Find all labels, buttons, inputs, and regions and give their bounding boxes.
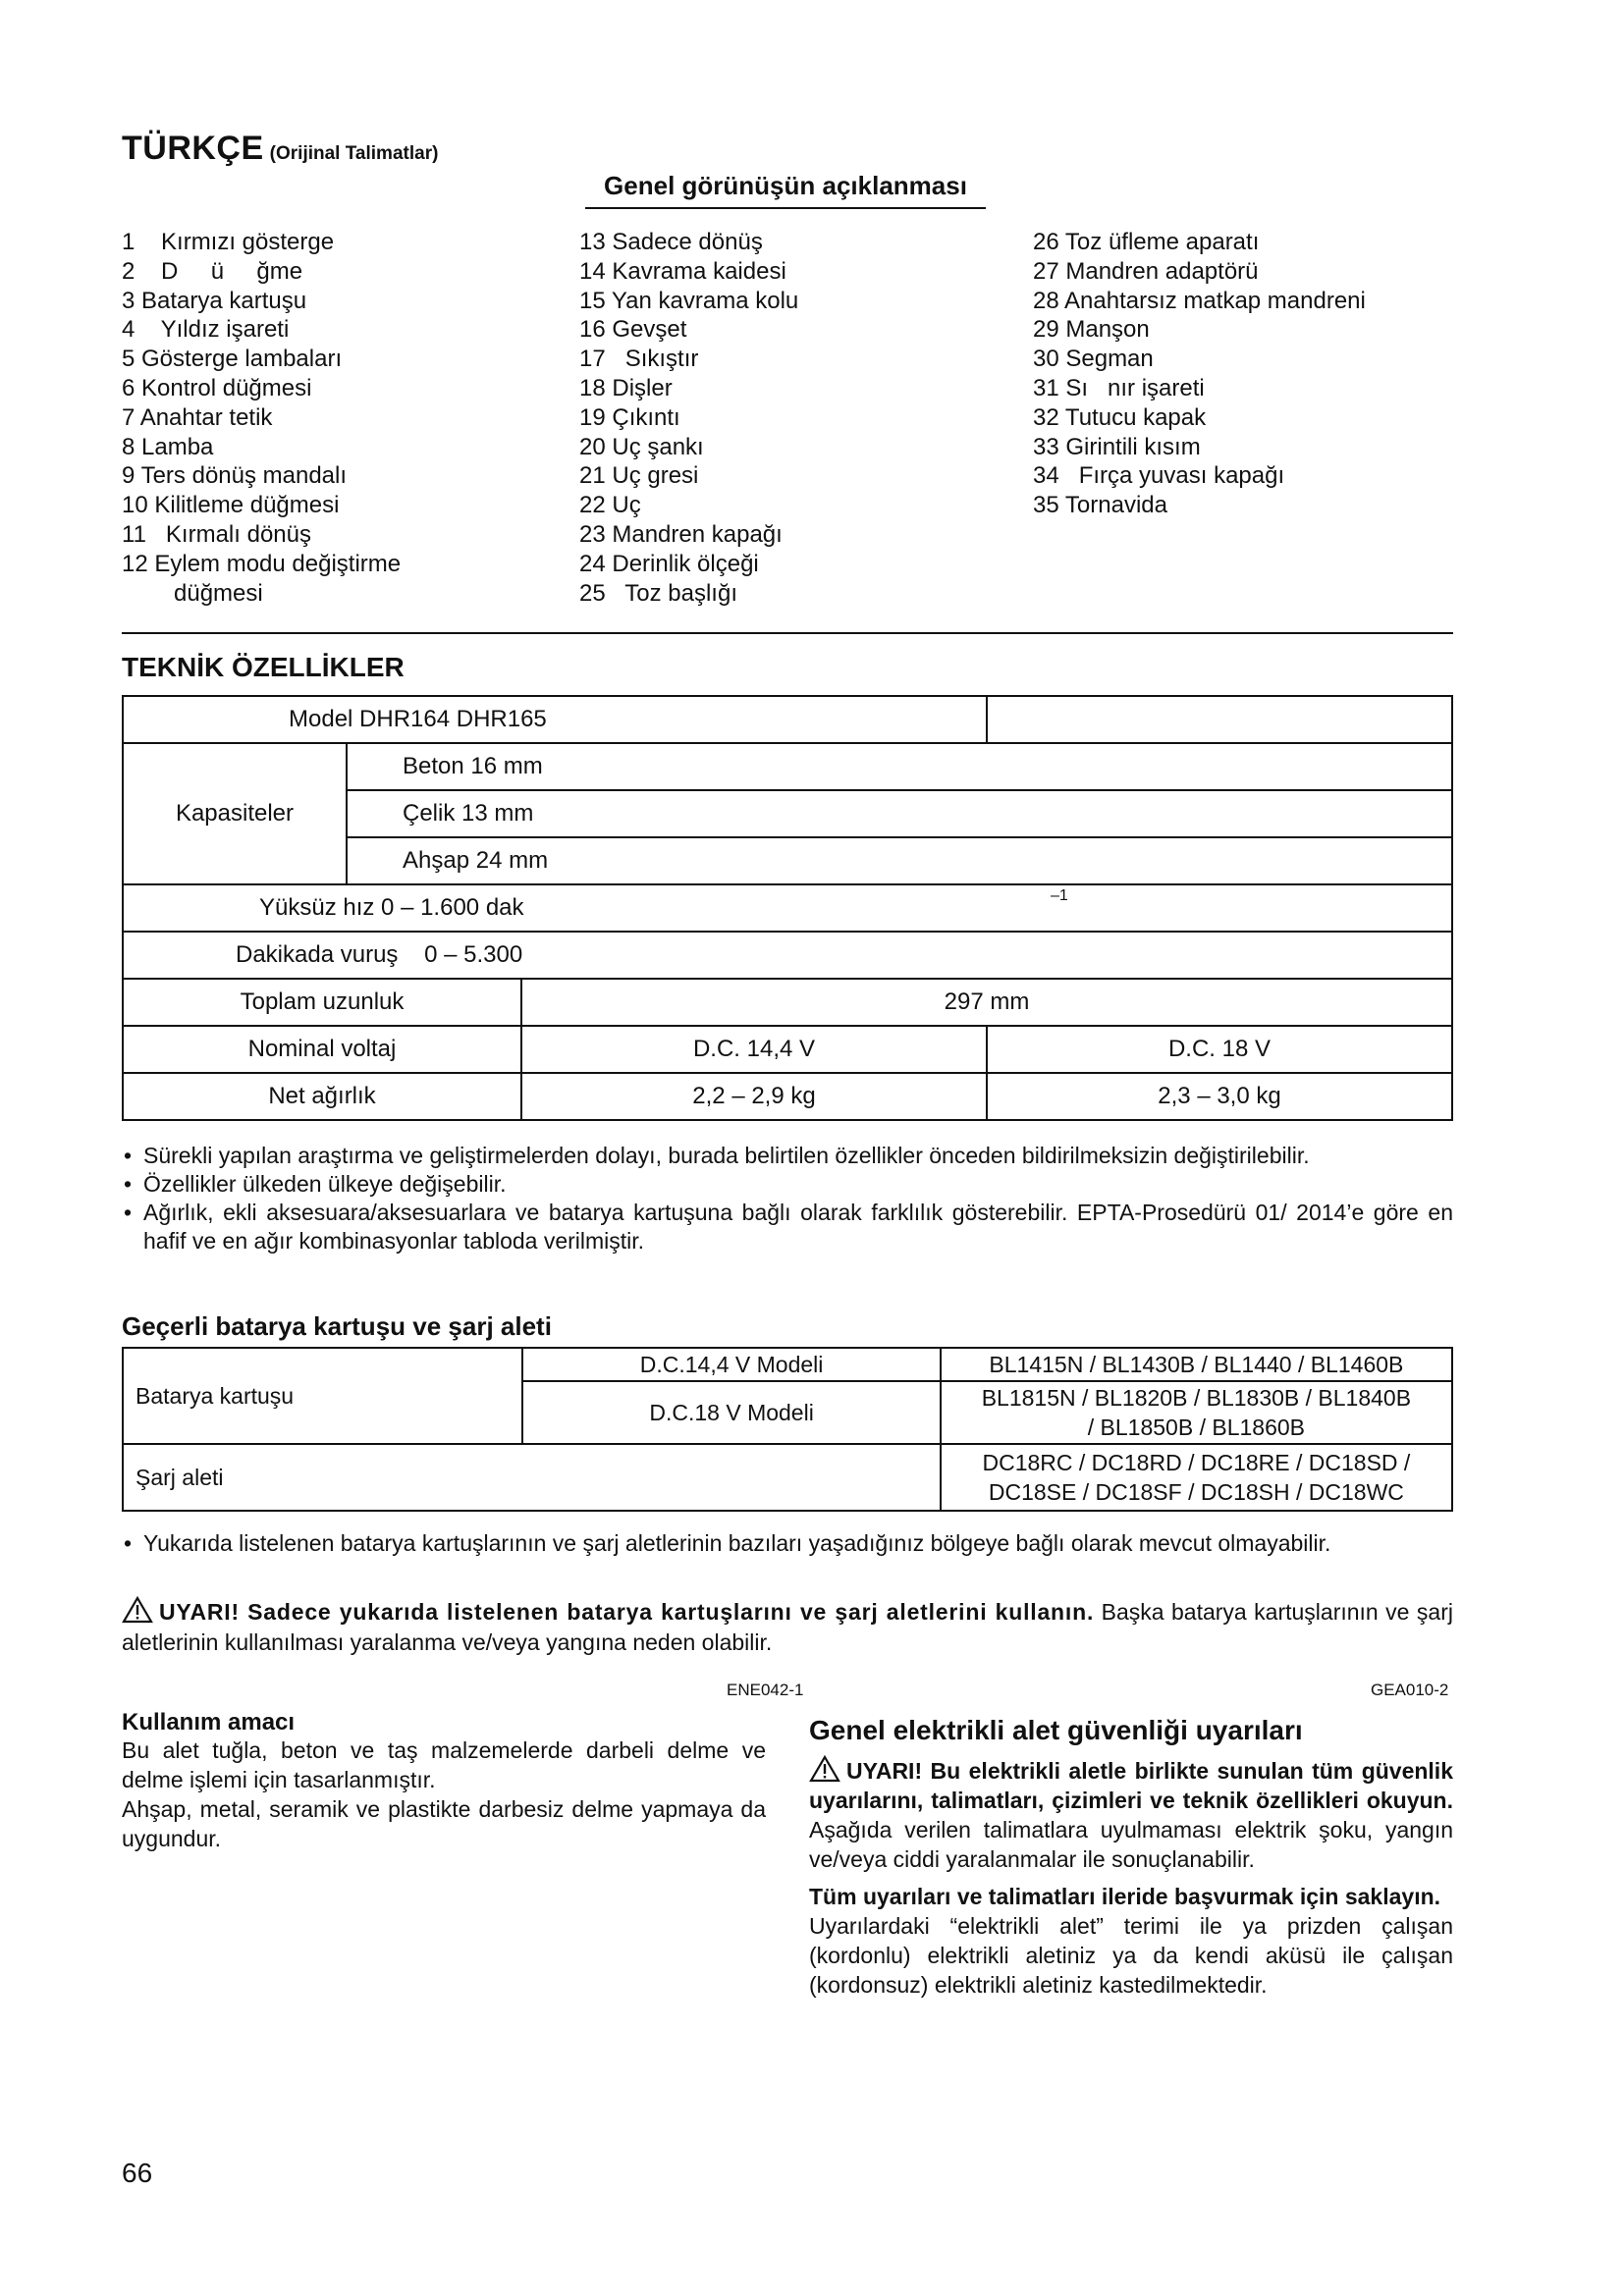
part-item: 6 Kontrol düğmesi xyxy=(122,374,312,401)
part-item: 3 Batarya kartuşu xyxy=(122,287,307,314)
no-load-speed-unit-sup: –1 xyxy=(1051,887,1068,904)
battery-notes xyxy=(122,1529,1453,1558)
battery-warning-bold: UYARI! Sadece yukarıda listelenen batarya kartuşlarını ve şarj aletlerini kullanın. xyxy=(159,1599,1095,1625)
part-item: 24 Derinlik ölçeği xyxy=(579,550,759,577)
specs-title: TEKNİK ÖZELLİKLER xyxy=(122,652,405,682)
part-item: 35 Tornavida xyxy=(1033,492,1167,519)
part-item: 26 Toz üfleme aparatı xyxy=(1033,229,1260,255)
weight-label: Net ağırlık xyxy=(123,1073,521,1120)
table-row xyxy=(123,743,1452,790)
page-header xyxy=(122,130,438,168)
battery-table xyxy=(122,1347,1453,1512)
table-row xyxy=(123,979,1452,1026)
part-item: 7 Anahtar tetik xyxy=(122,403,273,431)
blows-per-minute: Dakikada vuruş 0 – 5.300 xyxy=(123,932,1452,979)
part-item: 2 D ü ğme xyxy=(122,257,303,285)
table-row xyxy=(123,1444,1452,1511)
part-item: 30 Segman xyxy=(1033,346,1154,373)
table-row xyxy=(123,932,1452,979)
code-left: ENE042-1 xyxy=(727,1681,804,1699)
model-18v-batteries-line2: / BL1850B / BL1860B xyxy=(1087,1415,1305,1440)
part-item: 29 Manşon xyxy=(1033,316,1150,344)
part-item: 21 Uç gresi xyxy=(579,462,699,490)
page-number: 66 xyxy=(122,2158,153,2188)
part-item: 12 Eylem modu değiştirme xyxy=(122,550,402,577)
model-18v-batteries-line1: BL1815N / BL1820B / BL1830B / BL1840B xyxy=(981,1385,1412,1411)
specs-notes xyxy=(122,1142,1453,1255)
charger-list-line1: DC18RC / DC18RD / DC18RE / DC18SD / xyxy=(982,1450,1411,1475)
charger-list xyxy=(941,1444,1452,1511)
part-item: 20 Uç şankı xyxy=(579,433,704,460)
battery-warning-text: Başka batarya kartuşlarının ve şarj aletlerinin kullanılması yaralanma ve/veya yangına neden olabilir. xyxy=(122,1599,1453,1655)
table-row xyxy=(123,1073,1452,1120)
specs-table xyxy=(122,695,1453,1121)
part-item: 10 Kilitleme düğmesi xyxy=(122,492,340,519)
part-item: 19 Çıkıntı xyxy=(579,403,680,431)
capacity-steel: Çelik 13 mm xyxy=(347,790,1452,837)
keep-instructions xyxy=(809,1882,1453,1911)
parts-list-col1 xyxy=(122,228,573,608)
battery-warning xyxy=(122,1596,1453,1658)
capacities-label: Kapasiteler xyxy=(123,743,347,884)
intended-use-p1: Bu alet tuğla, beton ve taş malzemelerde darbeli delme ve delme işlemi için tasarlanmıştır. xyxy=(122,1737,766,1792)
part-item: 13 Sadece dönüş xyxy=(579,229,763,255)
part-item: 18 Dişler xyxy=(579,374,673,401)
warning-triangle-icon xyxy=(809,1755,840,1783)
part-item: 8 Lamba xyxy=(122,433,214,460)
no-load-speed: Yüksüz hız 0 – 1.600 dak xyxy=(259,894,524,921)
part-item: 33 Girintili kısım xyxy=(1033,433,1201,460)
part-item: 27 Mandren adaptörü xyxy=(1033,257,1259,285)
intended-use-p2: Ahşap, metal, seramik ve plastikte darbesiz delme yapmaya da uygundur. xyxy=(122,1796,766,1851)
part-item: 32 Tutucu kapak xyxy=(1033,403,1207,431)
code-right: GEA010-2 xyxy=(1371,1681,1449,1699)
weight-18v: 2,3 – 3,0 kg xyxy=(987,1073,1452,1120)
charger-label: Şarj aleti xyxy=(123,1444,941,1511)
part-item: 9 Ters dönüş mandalı xyxy=(122,462,348,490)
part-item: 28 Anahtarsız matkap mandreni xyxy=(1033,287,1366,314)
charger-list-line2: DC18SE / DC18SF / DC18SH / DC18WC xyxy=(988,1479,1404,1505)
model-14v-batteries: BL1415N / BL1430B / BL1440 / BL1460B xyxy=(941,1348,1452,1381)
table-row xyxy=(123,884,1452,932)
part-item: 14 Kavrama kaidesi xyxy=(579,257,786,285)
table-row xyxy=(123,1026,1452,1073)
power-tool-definition: Uyarılardaki “elektrikli alet” terimi ile ya prizden çalışan (kordonlu) elektrikli aletiniz ya da kendi aküsü ile çalışan (kordonsuz) elektrikli aletiniz kastedilmektedir. xyxy=(809,1913,1453,1998)
language-title: TÜRKÇE xyxy=(122,130,264,167)
voltage-14v: D.C. 14,4 V xyxy=(521,1026,987,1073)
part-item: 23 Mandren kapağı xyxy=(579,520,783,548)
section-divider xyxy=(122,632,1453,634)
general-safety-section xyxy=(809,1716,1453,2007)
note-item: • Sürekli yapılan araştırma ve geliştirmelerden dolayı, burada belirtilen özellikler önceden bildirilmeksizin değiştirilebilir. xyxy=(122,1142,1453,1170)
no-load-speed-cell xyxy=(123,884,1452,932)
parts-list-col2 xyxy=(579,228,1021,608)
part-item: 31 Sı nır işareti xyxy=(1033,374,1205,401)
keep-instructions-bold: Tüm uyarıları ve talimatları ileride başvurmak için saklayın. xyxy=(809,1884,1441,1909)
cartridge-label: Batarya kartuşu xyxy=(123,1348,522,1444)
model-cell: Model DHR164 DHR165 xyxy=(123,696,987,743)
general-view-title: Genel görünüşün açıklanması xyxy=(585,171,986,209)
part-item: 17 Sıkıştır xyxy=(579,346,699,373)
part-item: 25 Toz başlığı xyxy=(579,579,737,607)
part-item-continuation: düğmesi xyxy=(174,579,263,607)
general-safety-warning-bold: UYARI! Bu elektrikli aletle birlikte sunulan tüm güvenlik uyarılarını, talimatları, çizimleri ve teknik özellikleri okuyun. xyxy=(809,1758,1453,1813)
part-item: 16 Gevşet xyxy=(579,316,687,344)
warning-triangle-icon xyxy=(122,1596,153,1624)
weight-14v: 2,2 – 2,9 kg xyxy=(521,1073,987,1120)
table-row xyxy=(123,1348,1452,1381)
note-item: • Özellikler ülkeden ülkeye değişebilir. xyxy=(122,1170,1453,1199)
general-safety-warning xyxy=(809,1755,1453,1874)
general-safety-warning-text: Aşağıda verilen talimatlara uyulmaması elektrik şoku, yangın ve/veya ciddi yaralanmalar ile sonuçlanabilir. xyxy=(809,1817,1453,1872)
table-row xyxy=(123,696,1452,743)
model-18v-batteries xyxy=(941,1381,1452,1444)
language-subtitle: (Orijinal Talimatlar) xyxy=(269,143,439,164)
length-label: Toplam uzunluk xyxy=(123,979,521,1026)
part-item: 15 Yan kavrama kolu xyxy=(579,287,799,314)
battery-title: Geçerli batarya kartuşu ve şarj aleti xyxy=(122,1311,552,1341)
model-18v-label: D.C.18 V Modeli xyxy=(522,1381,940,1444)
part-item: 4 Yıldız işareti xyxy=(122,316,290,344)
empty-cell xyxy=(987,696,1452,743)
capacity-concrete: Beton 16 mm xyxy=(347,743,1452,790)
part-item: 22 Uç xyxy=(579,492,641,519)
parts-list-col3 xyxy=(1033,228,1524,520)
part-item: 34 Fırça yuvası kapağı xyxy=(1033,462,1285,490)
general-safety-title: Genel elektrikli alet güvenliği uyarıları xyxy=(809,1715,1303,1745)
voltage-18v: D.C. 18 V xyxy=(987,1026,1452,1073)
note-item: • Yukarıda listelenen batarya kartuşlarının ve şarj aletlerinin bazıları yaşadığınız bölgeye bağlı olarak mevcut olmayabilir. xyxy=(122,1529,1453,1558)
intended-use-title: Kullanım amacı xyxy=(122,1709,296,1735)
part-item: 5 Gösterge lambaları xyxy=(122,346,343,373)
voltage-label: Nominal voltaj xyxy=(123,1026,521,1073)
capacity-wood: Ahşap 24 mm xyxy=(347,837,1452,884)
part-item: 11 Kırmalı dönüş xyxy=(122,520,311,548)
part-item: 1 Kırmızı gösterge xyxy=(122,229,335,255)
note-item: • Ağırlık, ekli aksesuara/aksesuarlara ve batarya kartuşuna bağlı olarak farklılık gösterebilir. EPTA-Prosedürü 01/ 2014’e göre en hafif ve en ağır kombinasyonlar tabloda verilmiştir. xyxy=(122,1199,1453,1255)
length-value: 297 mm xyxy=(521,979,1452,1026)
model-14v-label: D.C.14,4 V Modeli xyxy=(522,1348,940,1381)
intended-use-section xyxy=(122,1710,766,1853)
